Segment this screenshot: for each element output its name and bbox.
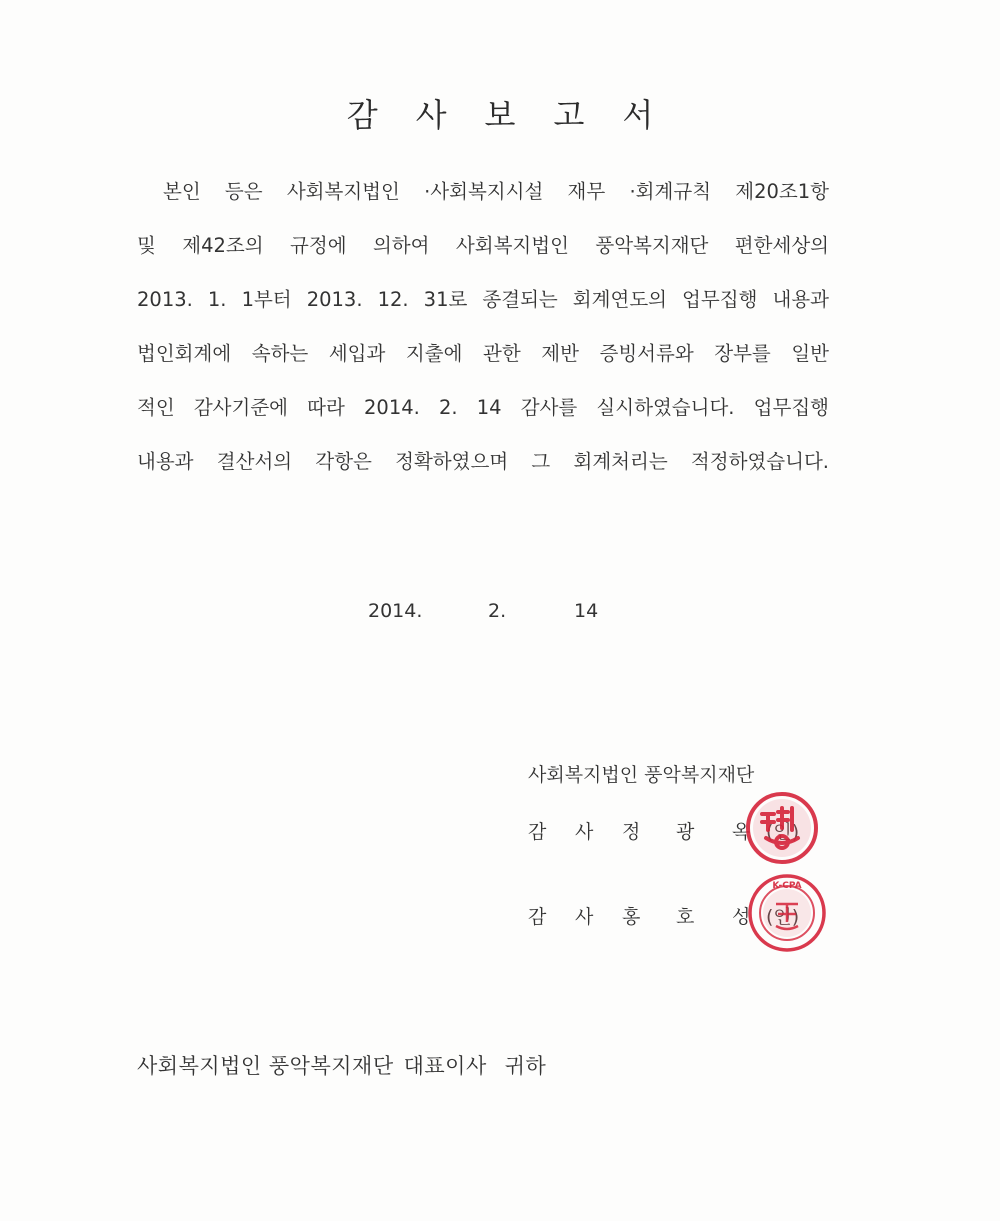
title-char: 고 [553,96,585,134]
auditor-char: 감 [528,821,547,843]
auditor-char: 사 [575,906,594,928]
auditor-char: 성 [732,906,751,928]
body-line: 적인 감사기준에 따라 2014. 2. 14 감사를 실시하였습니다. 업무집행 [137,396,829,419]
title-char: 감 [346,96,378,134]
auditor-char: 사 [575,821,594,843]
recipient-organization: 사회복지법인 풍악복지재단 [137,1054,394,1078]
document-title [0,90,1000,136]
auditor-char: 정 [622,821,641,843]
body-line: 2013. 1. 1부터 2013. 12. 31로 종결되는 회계연도의 업무집행 내용과 [137,288,829,311]
date-year: 2014. [368,600,423,622]
recipient-honorific: 귀하 [504,1054,547,1078]
report-body [137,172,829,496]
personal-seal-1 [744,790,820,866]
body-line: 및 제42조의 규정에 의하여 사회복지법인 풍악복지재단 편한세상의 [137,234,829,257]
title-char: 보 [484,96,516,134]
date-day: 14 [574,600,599,622]
body-line: 본인 등은 사회복지법인 ·사회복지시설 재무 ·회계규칙 제20조1항 [163,180,829,203]
auditor-char: 옥 [732,821,751,843]
title-char: 서 [622,96,654,134]
kicpa-seal-2 [746,872,828,954]
auditor-char: 광 [676,821,695,843]
seal-mark: (인) [766,906,800,928]
seal-mark: (인) [766,821,800,843]
seal-text: K-CPA [772,881,802,891]
title-char: 사 [415,96,447,134]
auditor-char: 홍 [622,906,641,928]
body-line: 법인회계에 속하는 세입과 지출에 관한 제반 증빙서류와 장부를 일반 [137,342,829,365]
signature-organization: 사회복지법인 풍악복지재단 [528,764,755,786]
date-month: 2. [488,600,507,622]
auditor-char: 호 [676,906,695,928]
body-line: 내용과 결산서의 각항은 정확하였으며 그 회계처리는 적정하였습니다. [137,450,829,473]
auditor-char: 감 [528,906,547,928]
recipient-position: 대표이사 [403,1054,487,1078]
recipient-line [137,1050,556,1080]
